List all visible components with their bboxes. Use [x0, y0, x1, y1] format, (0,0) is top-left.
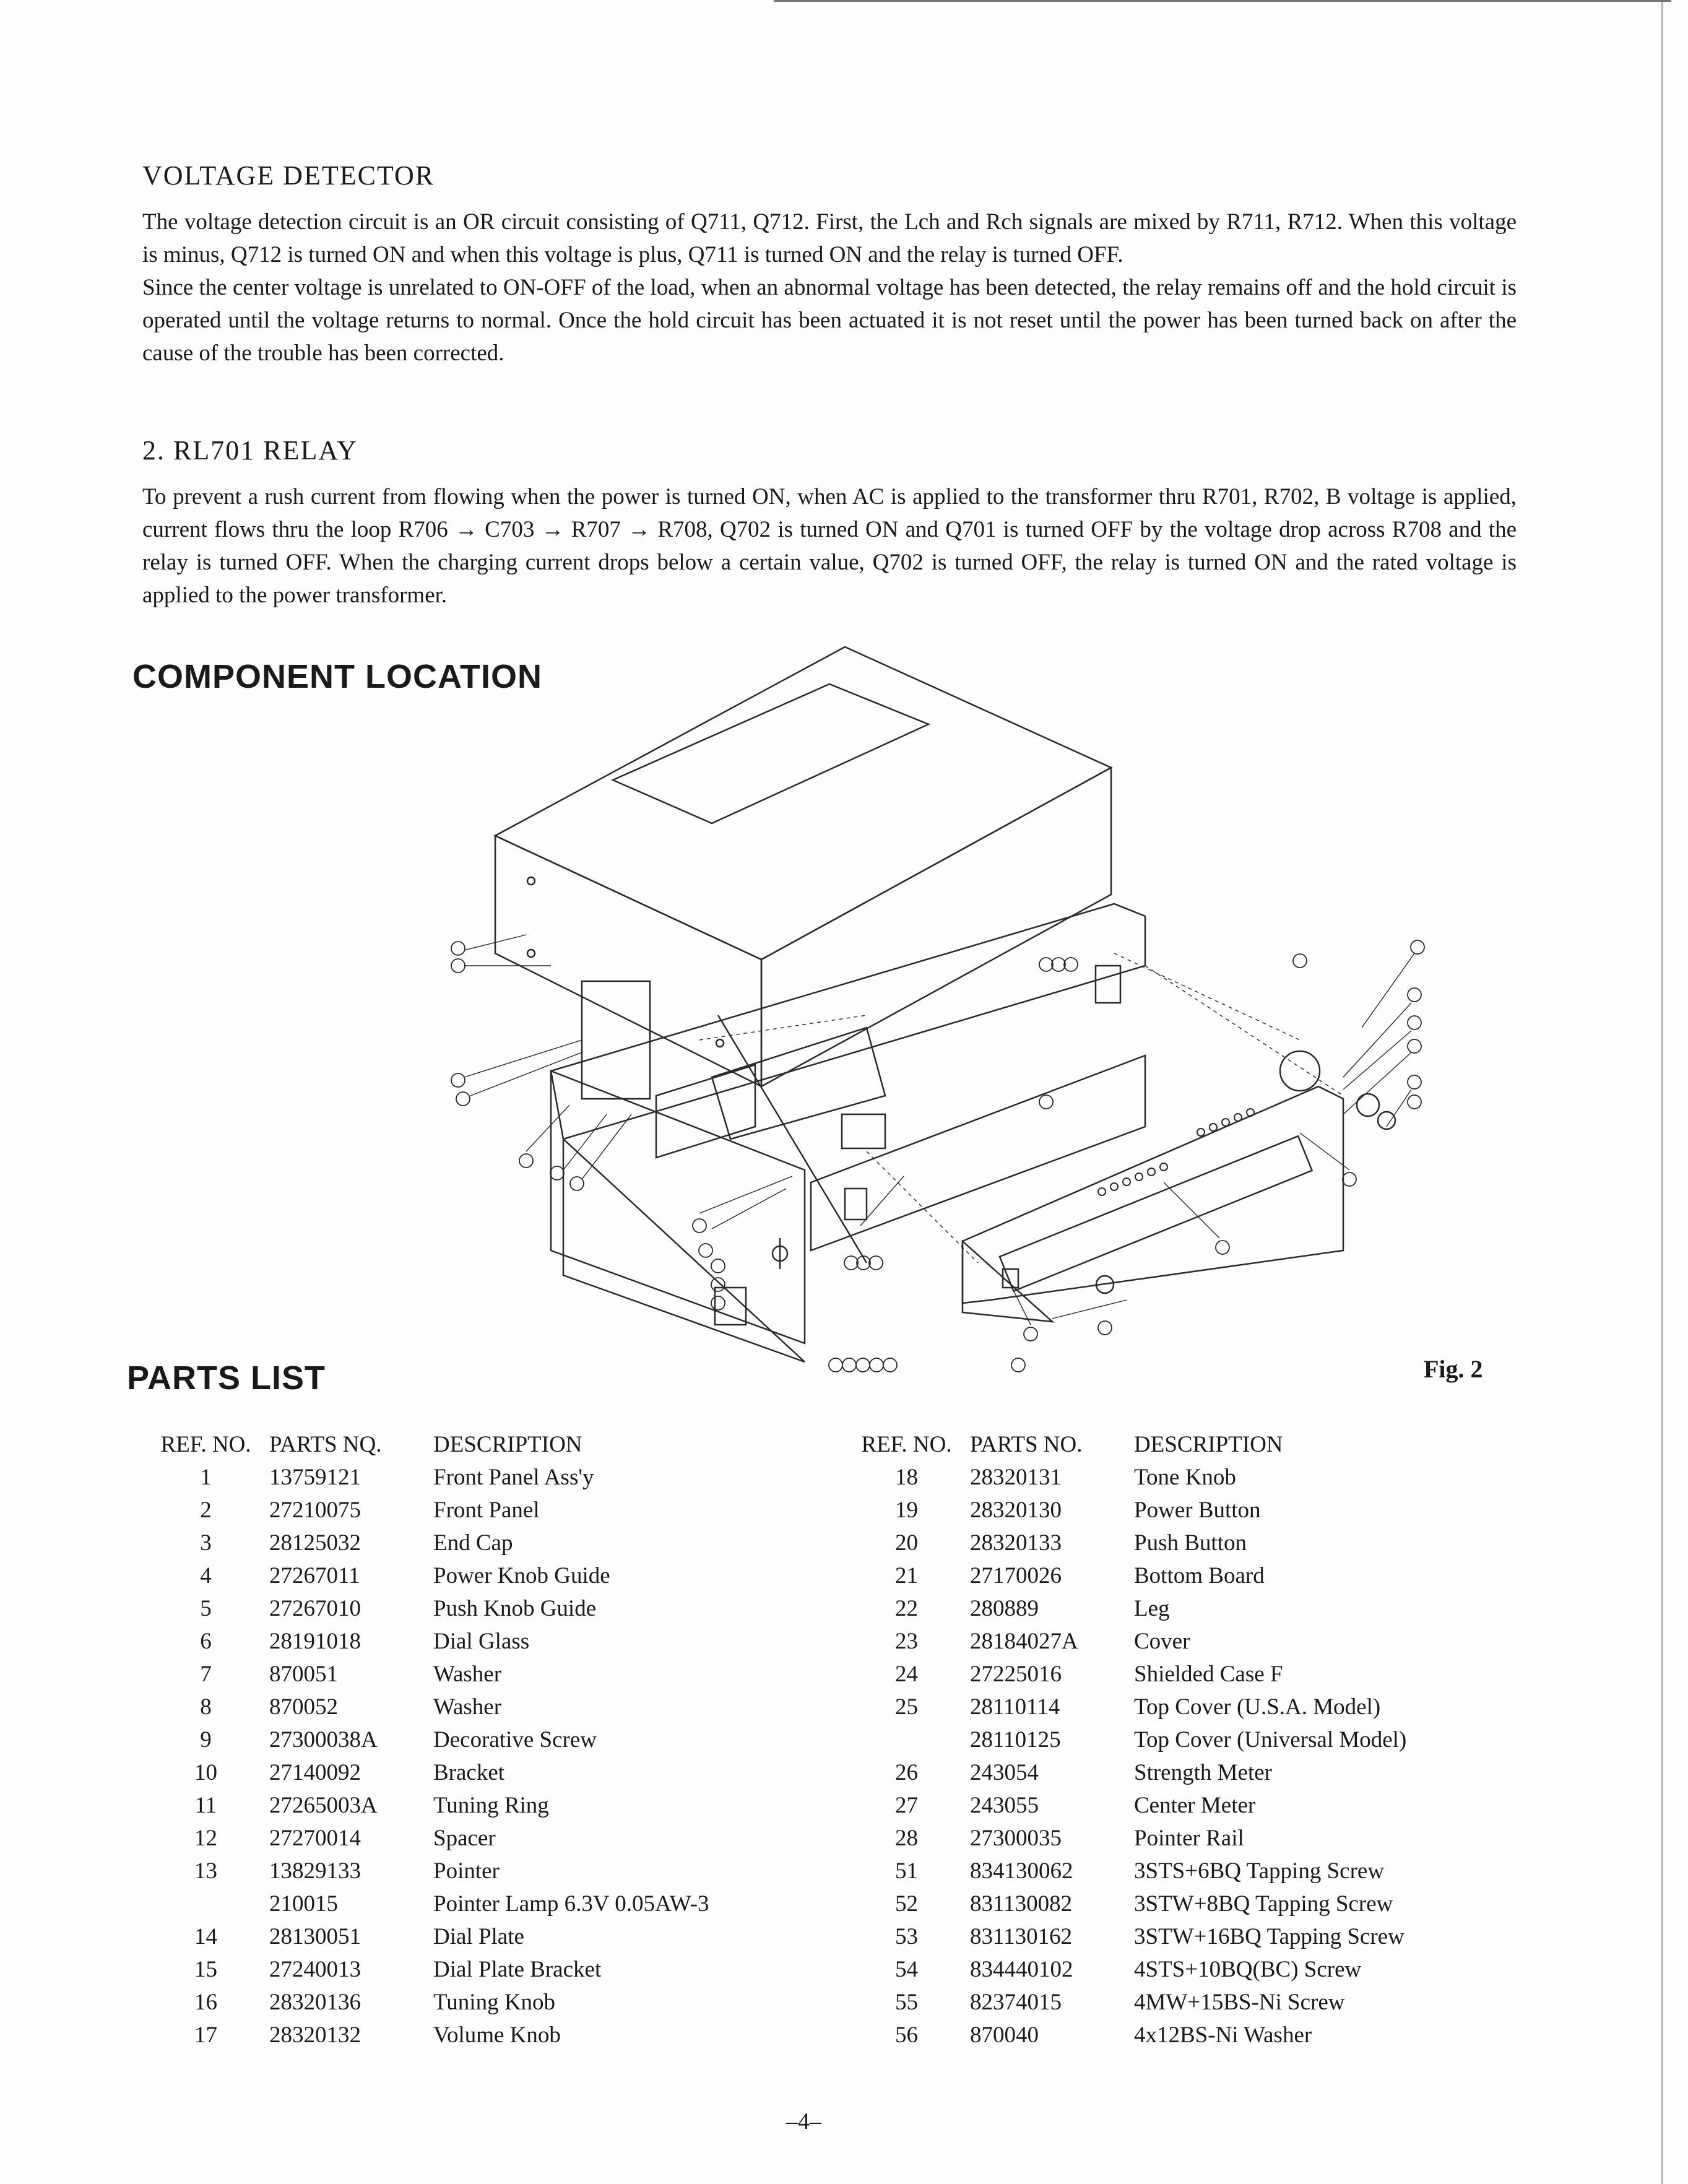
description-cell: Tuning Ring: [433, 1793, 549, 1818]
description-cell: Dial Plate: [433, 1924, 524, 1949]
parts-no-cell: 28320132: [269, 2022, 361, 2048]
parts-no-cell: 27300038A: [269, 1727, 378, 1753]
table-row: [843, 1559, 1406, 1592]
header-parts-no: PARTS NO.: [970, 1432, 1083, 1457]
relay-paragraph: To prevent a rush current from flowing when the power is turned ON, when AC is applied to the transformer thru R701, R702, B voltage is applied, current flows thru the loop R706 → C703 → R707 → R708, Q702 is turned ON and Q701 is turned OFF by the voltage drop across R708 and the relay is turned OFF. When the charging current drops below a certain value, Q702 is turned OFF, the relay is turned ON and the rated voltage is applied to the power transformer.: [142, 484, 1517, 608]
voltage-detector-text: [142, 206, 1517, 370]
leader-lines: [464, 935, 1414, 1325]
parts-table-right: [843, 1428, 1406, 2052]
header-description: DESCRIPTION: [433, 1432, 582, 1457]
parts-no-cell: 28320130: [970, 1497, 1062, 1523]
description-cell: Leg: [1134, 1596, 1170, 1621]
ref-no-cell: 16: [194, 1990, 217, 2015]
description-cell: Pointer Rail: [1134, 1826, 1244, 1851]
table-header-row: [142, 1428, 709, 1461]
ref-no-cell: 13: [194, 1858, 217, 1884]
chassis-drawing: [551, 904, 1145, 1362]
header-parts-no: PARTS NQ.: [269, 1432, 382, 1457]
parts-no-cell: 870040: [970, 2022, 1039, 2048]
table-row: [142, 1756, 709, 1789]
table-row: [843, 2019, 1406, 2052]
table-row: [843, 1822, 1406, 1855]
description-cell: 3STW+16BQ Tapping Screw: [1134, 1924, 1405, 1949]
page-number: –4–: [786, 2108, 821, 2134]
description-cell: Tuning Knob: [433, 1990, 556, 2015]
parts-no-cell: 27225016: [970, 1662, 1062, 1687]
parts-no-cell: 834130062: [970, 1858, 1073, 1884]
ref-no-cell: 4: [200, 1563, 212, 1588]
description-cell: Bracket: [433, 1760, 505, 1785]
description-cell: Front Panel Ass'y: [433, 1465, 594, 1490]
description-cell: Decorative Screw: [433, 1727, 597, 1753]
description-cell: 4MW+15BS-Ni Screw: [1134, 1990, 1345, 2015]
description-cell: 4STS+10BQ(BC) Screw: [1134, 1957, 1362, 1982]
table-row: [843, 1887, 1406, 1920]
parts-no-cell: 82374015: [970, 1990, 1062, 2015]
parts-no-cell: 27270014: [269, 1826, 361, 1851]
table-row: [142, 1986, 709, 2019]
description-cell: 4x12BS-Ni Washer: [1134, 2022, 1312, 2048]
description-cell: Push Button: [1134, 1530, 1247, 1556]
parts-no-cell: 280889: [970, 1596, 1039, 1621]
figure-label: Fig. 2: [1424, 1355, 1483, 1383]
ref-no-cell: 21: [895, 1563, 918, 1588]
ref-no-cell: 56: [895, 2022, 918, 2048]
ref-no-cell: 55: [895, 1990, 918, 2015]
parts-no-cell: 27300035: [970, 1826, 1062, 1851]
parts-no-cell: 27170026: [970, 1563, 1062, 1588]
ref-no-cell: 10: [194, 1760, 217, 1785]
parts-no-cell: 870052: [269, 1694, 338, 1720]
relay-heading: 2. RL701 RELAY: [142, 435, 358, 466]
parts-no-cell: 831130082: [970, 1891, 1073, 1917]
top-cover-drawing: [495, 647, 1111, 1086]
header-description: DESCRIPTION: [1134, 1432, 1283, 1457]
table-row: [142, 1691, 709, 1723]
ref-no-cell: 53: [895, 1924, 918, 1949]
table-row: [843, 1920, 1406, 1953]
ref-no-cell: [843, 1723, 970, 1756]
relay-text: [142, 480, 1517, 612]
ref-no-cell: 9: [200, 1727, 212, 1753]
description-cell: Washer: [433, 1694, 502, 1720]
table-row: [843, 1658, 1406, 1691]
table-row: [142, 1855, 709, 1887]
parts-no-cell: 28110125: [970, 1727, 1061, 1753]
ref-no-cell: 7: [200, 1662, 212, 1687]
table-row: [843, 1691, 1406, 1723]
exploded-view-diagram: [433, 644, 1486, 1387]
ref-no-cell: 11: [194, 1793, 217, 1818]
table-row: [843, 1527, 1406, 1559]
table-row: [142, 1559, 709, 1592]
ref-no-cell: 52: [895, 1891, 918, 1917]
ref-no-cell: 18: [895, 1465, 918, 1490]
parts-no-cell: 27240013: [269, 1957, 361, 1982]
parts-no-cell: 210015: [269, 1891, 338, 1917]
ref-no-cell: 3: [200, 1530, 212, 1556]
ref-no-cell: [142, 1887, 269, 1920]
description-cell: Pointer Lamp 6.3V 0.05AW-3: [433, 1891, 709, 1917]
ref-no-cell: 24: [895, 1662, 918, 1687]
ref-no-cell: 17: [194, 2022, 217, 2048]
ref-no-cell: 51: [895, 1858, 918, 1884]
description-cell: Power Button: [1134, 1497, 1261, 1523]
parts-no-cell: 27140092: [269, 1760, 361, 1785]
table-row: [843, 1494, 1406, 1527]
ref-no-cell: 23: [895, 1629, 918, 1654]
right-edge-line: [1661, 0, 1663, 2184]
description-cell: Strength Meter: [1134, 1760, 1272, 1785]
table-row: [142, 1527, 709, 1559]
table-row: [142, 2019, 709, 2052]
ref-no-cell: 15: [194, 1957, 217, 1982]
voltage-detector-paragraph-2: Since the center voltage is unrelated to ON-OFF of the load, when an abnormal voltage has been detected, the relay remains off and the hold circuit is operated until the voltage returns to normal. Once the hold circuit has been actuated it is not reset until the power has been turned back on after the cause of the trouble has been corrected.: [142, 275, 1517, 366]
table-row: [142, 1723, 709, 1756]
parts-no-cell: 28320133: [970, 1530, 1062, 1556]
parts-no-cell: 243054: [970, 1760, 1039, 1785]
parts-no-cell: 834440102: [970, 1957, 1073, 1982]
parts-no-cell: 28191018: [269, 1629, 361, 1654]
table-row: [142, 1887, 709, 1920]
description-cell: Dial Glass: [433, 1629, 530, 1654]
description-cell: Volume Knob: [433, 2022, 561, 2048]
description-cell: Front Panel: [433, 1497, 540, 1523]
table-row: [142, 1494, 709, 1527]
parts-no-cell: 28320136: [269, 1990, 361, 2015]
parts-no-cell: 28130051: [269, 1924, 361, 1949]
table-row: [843, 1986, 1406, 2019]
knobs-drawing: [715, 1189, 1114, 1325]
parts-no-cell: 870051: [269, 1662, 338, 1687]
ref-no-cell: 8: [200, 1694, 212, 1720]
table-row: [843, 1461, 1406, 1494]
ref-no-cell: 1: [200, 1465, 212, 1490]
parts-no-cell: 27265003A: [269, 1793, 378, 1818]
front-panel-drawing: [963, 1051, 1395, 1322]
component-location-heading: COMPONENT LOCATION: [132, 658, 542, 695]
parts-table-left: [142, 1428, 709, 2052]
table-row: [142, 1625, 709, 1658]
parts-table-right-body: [843, 1461, 1406, 2052]
parts-no-cell: 28184027A: [970, 1629, 1078, 1654]
description-cell: Spacer: [433, 1826, 496, 1851]
table-row: [843, 1592, 1406, 1625]
ref-no-cell: 26: [895, 1760, 918, 1785]
parts-table-left-body: [142, 1461, 709, 2052]
table-row: [142, 1920, 709, 1953]
description-cell: End Cap: [433, 1530, 513, 1556]
description-cell: Washer: [433, 1662, 502, 1687]
ref-no-cell: 6: [200, 1629, 212, 1654]
parts-no-cell: 27267010: [269, 1596, 361, 1621]
ref-no-cell: 12: [194, 1826, 217, 1851]
description-cell: Shielded Case F: [1134, 1662, 1283, 1687]
ref-no-cell: 5: [200, 1596, 212, 1621]
description-cell: Power Knob Guide: [433, 1563, 610, 1588]
ref-no-cell: 22: [895, 1596, 918, 1621]
table-row: [843, 1625, 1406, 1658]
table-row: [843, 1855, 1406, 1887]
ref-no-cell: 20: [895, 1530, 918, 1556]
description-cell: Cover: [1134, 1629, 1190, 1654]
header-ref-no: REF. NO.: [861, 1432, 952, 1457]
voltage-detector-heading: VOLTAGE DETECTOR: [142, 160, 435, 191]
description-cell: Pointer: [433, 1858, 500, 1884]
table-header-row: [843, 1428, 1406, 1461]
description-cell: Top Cover (U.S.A. Model): [1134, 1694, 1381, 1720]
table-row: [142, 1822, 709, 1855]
ref-no-cell: 25: [895, 1694, 918, 1720]
parts-no-cell: 13829133: [269, 1858, 361, 1884]
header-ref-no: REF. NO.: [160, 1432, 251, 1457]
parts-no-cell: 831130162: [970, 1924, 1073, 1949]
table-row: [843, 1789, 1406, 1822]
ref-no-cell: 27: [895, 1793, 918, 1818]
table-row: [843, 1723, 1406, 1756]
parts-no-cell: 27210075: [269, 1497, 361, 1523]
voltage-detector-paragraph-1: The voltage detection circuit is an OR circuit consisting of Q711, Q712. First, the Lch and Rch signals are mixed by R711, R712. When this voltage is minus, Q712 is turned ON and when this voltage is plus, Q711 is turned ON and the relay is turned OFF.: [142, 209, 1517, 267]
description-cell: Dial Plate Bracket: [433, 1957, 602, 1982]
table-row: [142, 1789, 709, 1822]
ref-no-cell: 28: [895, 1826, 918, 1851]
parts-no-cell: 243055: [970, 1793, 1039, 1818]
table-row: [843, 1953, 1406, 1986]
description-cell: Top Cover (Universal Model): [1134, 1727, 1407, 1753]
table-row: [843, 1756, 1406, 1789]
description-cell: Push Knob Guide: [433, 1596, 597, 1621]
top-edge-line: [774, 0, 1671, 2]
table-row: [142, 1658, 709, 1691]
parts-no-cell: 28110114: [970, 1694, 1060, 1720]
description-cell: Tone Knob: [1134, 1465, 1236, 1490]
ref-no-cell: 54: [895, 1957, 918, 1982]
table-row: [142, 1461, 709, 1494]
description-cell: 3STS+6BQ Tapping Screw: [1134, 1858, 1385, 1884]
ref-no-cell: 2: [200, 1497, 212, 1523]
parts-no-cell: 27267011: [269, 1563, 360, 1588]
ref-no-cell: 14: [194, 1924, 217, 1949]
parts-no-cell: 28125032: [269, 1530, 361, 1556]
parts-no-cell: 13759121: [269, 1465, 361, 1490]
parts-no-cell: 28320131: [970, 1465, 1062, 1490]
description-cell: Bottom Board: [1134, 1563, 1265, 1588]
description-cell: 3STW+8BQ Tapping Screw: [1134, 1891, 1393, 1917]
ref-no-cell: 19: [895, 1497, 918, 1523]
table-row: [142, 1953, 709, 1986]
parts-list-heading: PARTS LIST: [127, 1359, 326, 1397]
table-row: [142, 1592, 709, 1625]
description-cell: Center Meter: [1134, 1793, 1256, 1818]
